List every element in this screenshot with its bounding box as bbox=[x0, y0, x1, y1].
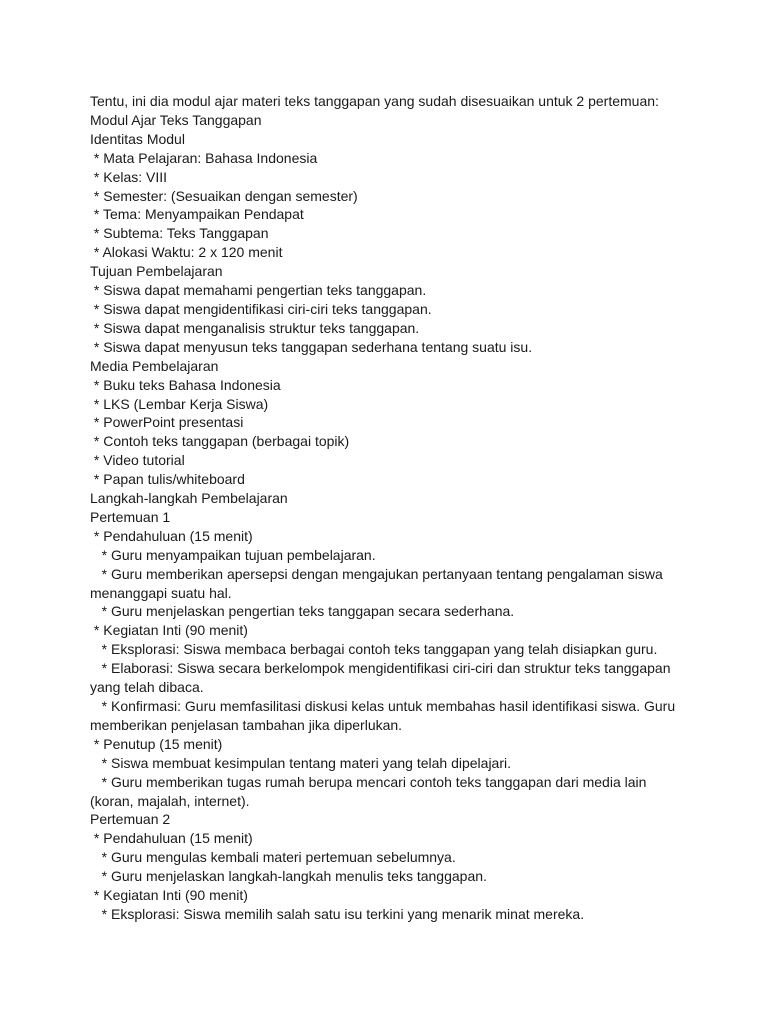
list-item: * Eksplorasi: Siswa memilih salah satu isu terkini yang menarik minat mereka. bbox=[90, 905, 585, 922]
list-item: * Guru menjelaskan langkah-langkah menulis teks tanggapan. bbox=[90, 868, 487, 885]
list-item: * Guru memberikan tugas rumah berupa mencari contoh teks tanggapan dari media lain (koran, majalah, internet). bbox=[90, 773, 651, 809]
list-item: * Kegiatan Inti (90 menit) bbox=[90, 887, 248, 904]
list-item: * PowerPoint presentasi bbox=[90, 414, 244, 431]
list-item: * Eksplorasi: Siswa membaca berbagai contoh teks tanggapan yang telah disiapkan guru. bbox=[90, 641, 658, 658]
subheading-pertemuan-2: Pertemuan 2 bbox=[90, 811, 171, 828]
list-item: * Siswa dapat menyusun teks tanggapan sederhana tentang suatu isu. bbox=[90, 338, 533, 355]
list-item: * Guru menyampaikan tujuan pembelajaran. bbox=[90, 546, 376, 563]
list-item: * Elaborasi: Siswa secara berkelompok mengidentifikasi ciri-ciri dan struktur teks tanggapan yang telah dibaca. bbox=[90, 660, 675, 696]
list-item: * Mata Pelajaran: Bahasa Indonesia bbox=[90, 149, 318, 166]
section-heading-langkah: Langkah-langkah Pembelajaran bbox=[90, 490, 288, 507]
list-item: * Siswa dapat menganalisis struktur teks tanggapan. bbox=[90, 319, 420, 336]
section-heading-tujuan: Tujuan Pembelajaran bbox=[90, 263, 223, 280]
list-item: * Tema: Menyampaikan Pendapat bbox=[90, 206, 304, 223]
list-item: * Kegiatan Inti (90 menit) bbox=[90, 622, 248, 639]
list-item: * Subtema: Teks Tanggapan bbox=[90, 225, 269, 242]
list-item: * LKS (Lembar Kerja Siswa) bbox=[90, 395, 269, 412]
list-item: * Papan tulis/whiteboard bbox=[90, 471, 245, 488]
list-item: * Penutup (15 menit) bbox=[90, 735, 223, 752]
list-item: * Siswa dapat mengidentifikasi ciri-ciri teks tanggapan. bbox=[90, 300, 432, 317]
list-item: * Guru mengulas kembali materi pertemuan sebelumnya. bbox=[90, 849, 456, 866]
list-item: * Guru menjelaskan pengertian teks tanggapan secara sederhana. bbox=[90, 603, 515, 620]
list-item: * Semester: (Sesuaikan dengan semester) bbox=[90, 187, 358, 204]
intro-line: Tentu, ini dia modul ajar materi teks tanggapan yang sudah disesuaikan untuk 2 pertemuan: bbox=[90, 93, 659, 109]
list-item: * Guru memberikan apersepsi dengan mengajukan pertanyaan tentang pengalaman siswa menanggapi suatu hal. bbox=[90, 565, 667, 601]
list-item: * Konfirmasi: Guru memfasilitasi diskusi kelas untuk membahas hasil identifikasi siswa. Guru memberikan penjelasan tambahan jika diperlukan. bbox=[90, 698, 680, 733]
list-item: * Siswa dapat memahami pengertian teks tanggapan. bbox=[90, 282, 427, 299]
section-heading-media: Media Pembelajaran bbox=[90, 357, 219, 374]
list-item: * Pendahuluan (15 menit) bbox=[90, 830, 253, 847]
list-item: * Siswa membuat kesimpulan tentang materi yang telah dipelajari. bbox=[90, 754, 512, 771]
list-item: * Video tutorial bbox=[90, 452, 185, 469]
list-item: * Contoh teks tanggapan (berbagai topik) bbox=[90, 433, 350, 450]
list-item: * Kelas: VIII bbox=[90, 168, 168, 185]
document-title: Modul Ajar Teks Tanggapan bbox=[90, 111, 262, 128]
document-body bbox=[90, 92, 680, 924]
subheading-pertemuan-1: Pertemuan 1 bbox=[90, 508, 171, 525]
section-heading-identitas: Identitas Modul bbox=[90, 130, 185, 147]
list-item: * Alokasi Waktu: 2 x 120 menit bbox=[90, 244, 283, 261]
list-item: * Buku teks Bahasa Indonesia bbox=[90, 376, 281, 393]
list-item: * Pendahuluan (15 menit) bbox=[90, 527, 253, 544]
